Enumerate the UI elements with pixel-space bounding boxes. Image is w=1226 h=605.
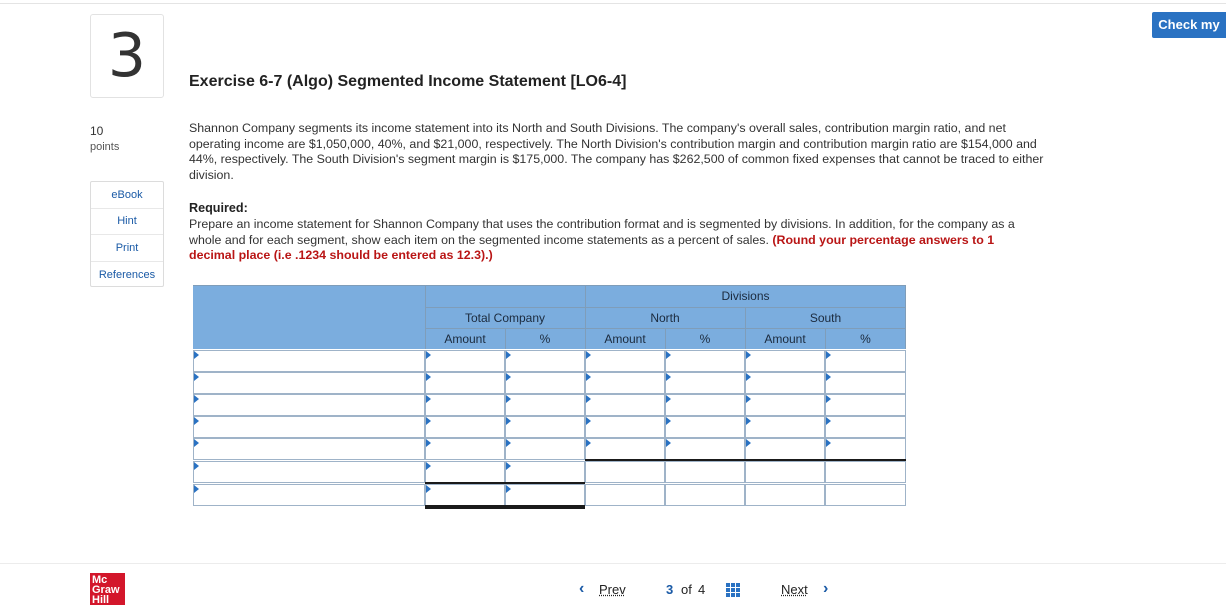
south-amount-input[interactable] — [745, 394, 825, 416]
north-amount-header: Amount — [585, 328, 665, 349]
south-percent-input[interactable] — [825, 416, 906, 438]
north-percent-header: % — [665, 328, 745, 349]
references-link[interactable]: References — [98, 268, 156, 281]
total-company-header: Total Company — [425, 307, 585, 328]
header-border — [505, 328, 506, 349]
north-percent-cell — [665, 461, 745, 483]
total-amount-input[interactable] — [425, 416, 505, 438]
points-label: points — [90, 141, 120, 153]
north-amount-cell — [585, 484, 665, 506]
subtotal-underline — [585, 459, 906, 461]
total-percent-input[interactable] — [505, 416, 585, 438]
question-number: 3 — [90, 14, 164, 98]
south-percent-input[interactable] — [825, 350, 906, 372]
of-label: of — [681, 582, 692, 597]
south-amount-input[interactable] — [745, 350, 825, 372]
north-amount-input[interactable] — [585, 416, 665, 438]
divisions-header: Divisions — [585, 285, 906, 307]
south-percent-cell — [825, 484, 906, 506]
south-amount-input[interactable] — [745, 416, 825, 438]
north-amount-cell — [585, 461, 665, 483]
required-label: Required: — [189, 201, 248, 215]
header-border — [425, 307, 906, 308]
required-instructions: Prepare an income statement for Shannon Company that uses the contribution format and is segmented by divisions. In addition, for the company as a whole and for each segment, show each item on the segmented income statements as a percent of sales. — [189, 217, 1015, 247]
south-percent-header: % — [825, 328, 906, 349]
total-amount-input[interactable] — [425, 438, 505, 460]
header-border — [425, 285, 426, 349]
north-percent-input[interactable] — [665, 372, 745, 394]
header-border — [905, 285, 906, 349]
total-percent-input[interactable] — [505, 372, 585, 394]
north-percent-input[interactable] — [665, 394, 745, 416]
label-header — [193, 285, 425, 349]
south-percent-input[interactable] — [825, 394, 906, 416]
total-amount-input[interactable] — [425, 461, 505, 483]
north-percent-input[interactable] — [665, 416, 745, 438]
row-label-input[interactable] — [193, 394, 425, 416]
exercise-title: Exercise 6-7 (Algo) Segmented Income Statement [LO6-4] — [189, 73, 627, 90]
header-border — [825, 328, 826, 349]
side-nav — [90, 181, 164, 287]
header-border — [193, 285, 906, 286]
north-amount-input[interactable] — [585, 350, 665, 372]
subtotal-underline — [425, 482, 585, 484]
points-info — [90, 123, 119, 155]
exercise-description: Shannon Company segments its income statement into its North and South Divisions. The company's overall sales, contribution margin ratio, and net operating income are $1,050,000, 40%, and $21,000, respectively. The North Division's contribution margin and contribution margin ratio are $154,000 and 44%, respectively. The South Division's segment margin is $175,000. The company has $262,500 of common fixed expenses that cannot be traced to either division. — [189, 121, 1044, 182]
south-percent-cell — [825, 461, 906, 483]
hint-link[interactable]: Hint — [91, 209, 163, 236]
total-percent-input[interactable] — [505, 350, 585, 372]
grid-menu-icon[interactable] — [726, 583, 740, 597]
segmented-income-statement — [193, 285, 906, 508]
header-border — [585, 285, 586, 349]
total-amount-header: Amount — [425, 328, 505, 349]
double-underline — [425, 507, 585, 509]
south-amount-input[interactable] — [745, 372, 825, 394]
print-link[interactable]: Print — [91, 235, 163, 262]
header-border — [665, 328, 666, 349]
row-label-input[interactable] — [193, 372, 425, 394]
total-percent-header: % — [505, 328, 585, 349]
total-percent-input[interactable] — [505, 438, 585, 460]
row-label-input[interactable] — [193, 484, 425, 506]
row-label-input[interactable] — [193, 350, 425, 372]
total-amount-input[interactable] — [425, 484, 505, 506]
row-label-input[interactable] — [193, 438, 425, 460]
top-divider — [0, 3, 1226, 4]
north-amount-input[interactable] — [585, 372, 665, 394]
total-percent-input[interactable] — [505, 461, 585, 483]
south-percent-input[interactable] — [825, 438, 906, 460]
mcgraw-hill-logo: Mc Graw Hill — [90, 573, 125, 605]
ebook-link[interactable]: eBook — [91, 182, 163, 209]
row-label-input[interactable] — [193, 461, 425, 483]
points-value: 10 — [90, 124, 104, 138]
total-pages: 4 — [698, 582, 706, 597]
total-percent-input[interactable] — [505, 394, 585, 416]
north-percent-input[interactable] — [665, 350, 745, 372]
chevron-right-icon[interactable]: › — [823, 580, 829, 597]
north-amount-input[interactable] — [585, 438, 665, 460]
south-amount-cell — [745, 484, 825, 506]
next-button[interactable]: Next — [781, 582, 808, 597]
north-amount-input[interactable] — [585, 394, 665, 416]
south-percent-input[interactable] — [825, 372, 906, 394]
check-my-work-button[interactable]: Check my — [1152, 12, 1226, 38]
rounding-note: (Round your percentage answers to 1 decimal place (i.e .1234 should be entered as 12.3).) — [189, 232, 995, 263]
total-amount-input[interactable] — [425, 350, 505, 372]
north-header: North — [585, 307, 745, 328]
current-page: 3 — [666, 582, 674, 597]
total-percent-input[interactable] — [505, 484, 585, 506]
required-text — [189, 217, 1039, 264]
south-amount-input[interactable] — [745, 438, 825, 460]
north-percent-cell — [665, 484, 745, 506]
chevron-left-icon[interactable]: ‹ — [579, 580, 585, 597]
prev-button[interactable]: Prev — [599, 582, 626, 597]
footer-divider — [0, 563, 1226, 564]
south-header: South — [745, 307, 906, 328]
total-amount-input[interactable] — [425, 394, 505, 416]
row-label-input[interactable] — [193, 416, 425, 438]
north-percent-input[interactable] — [665, 438, 745, 460]
total-company-header-spacer — [425, 285, 585, 307]
south-amount-header: Amount — [745, 328, 825, 349]
south-amount-cell — [745, 461, 825, 483]
total-amount-input[interactable] — [425, 372, 505, 394]
